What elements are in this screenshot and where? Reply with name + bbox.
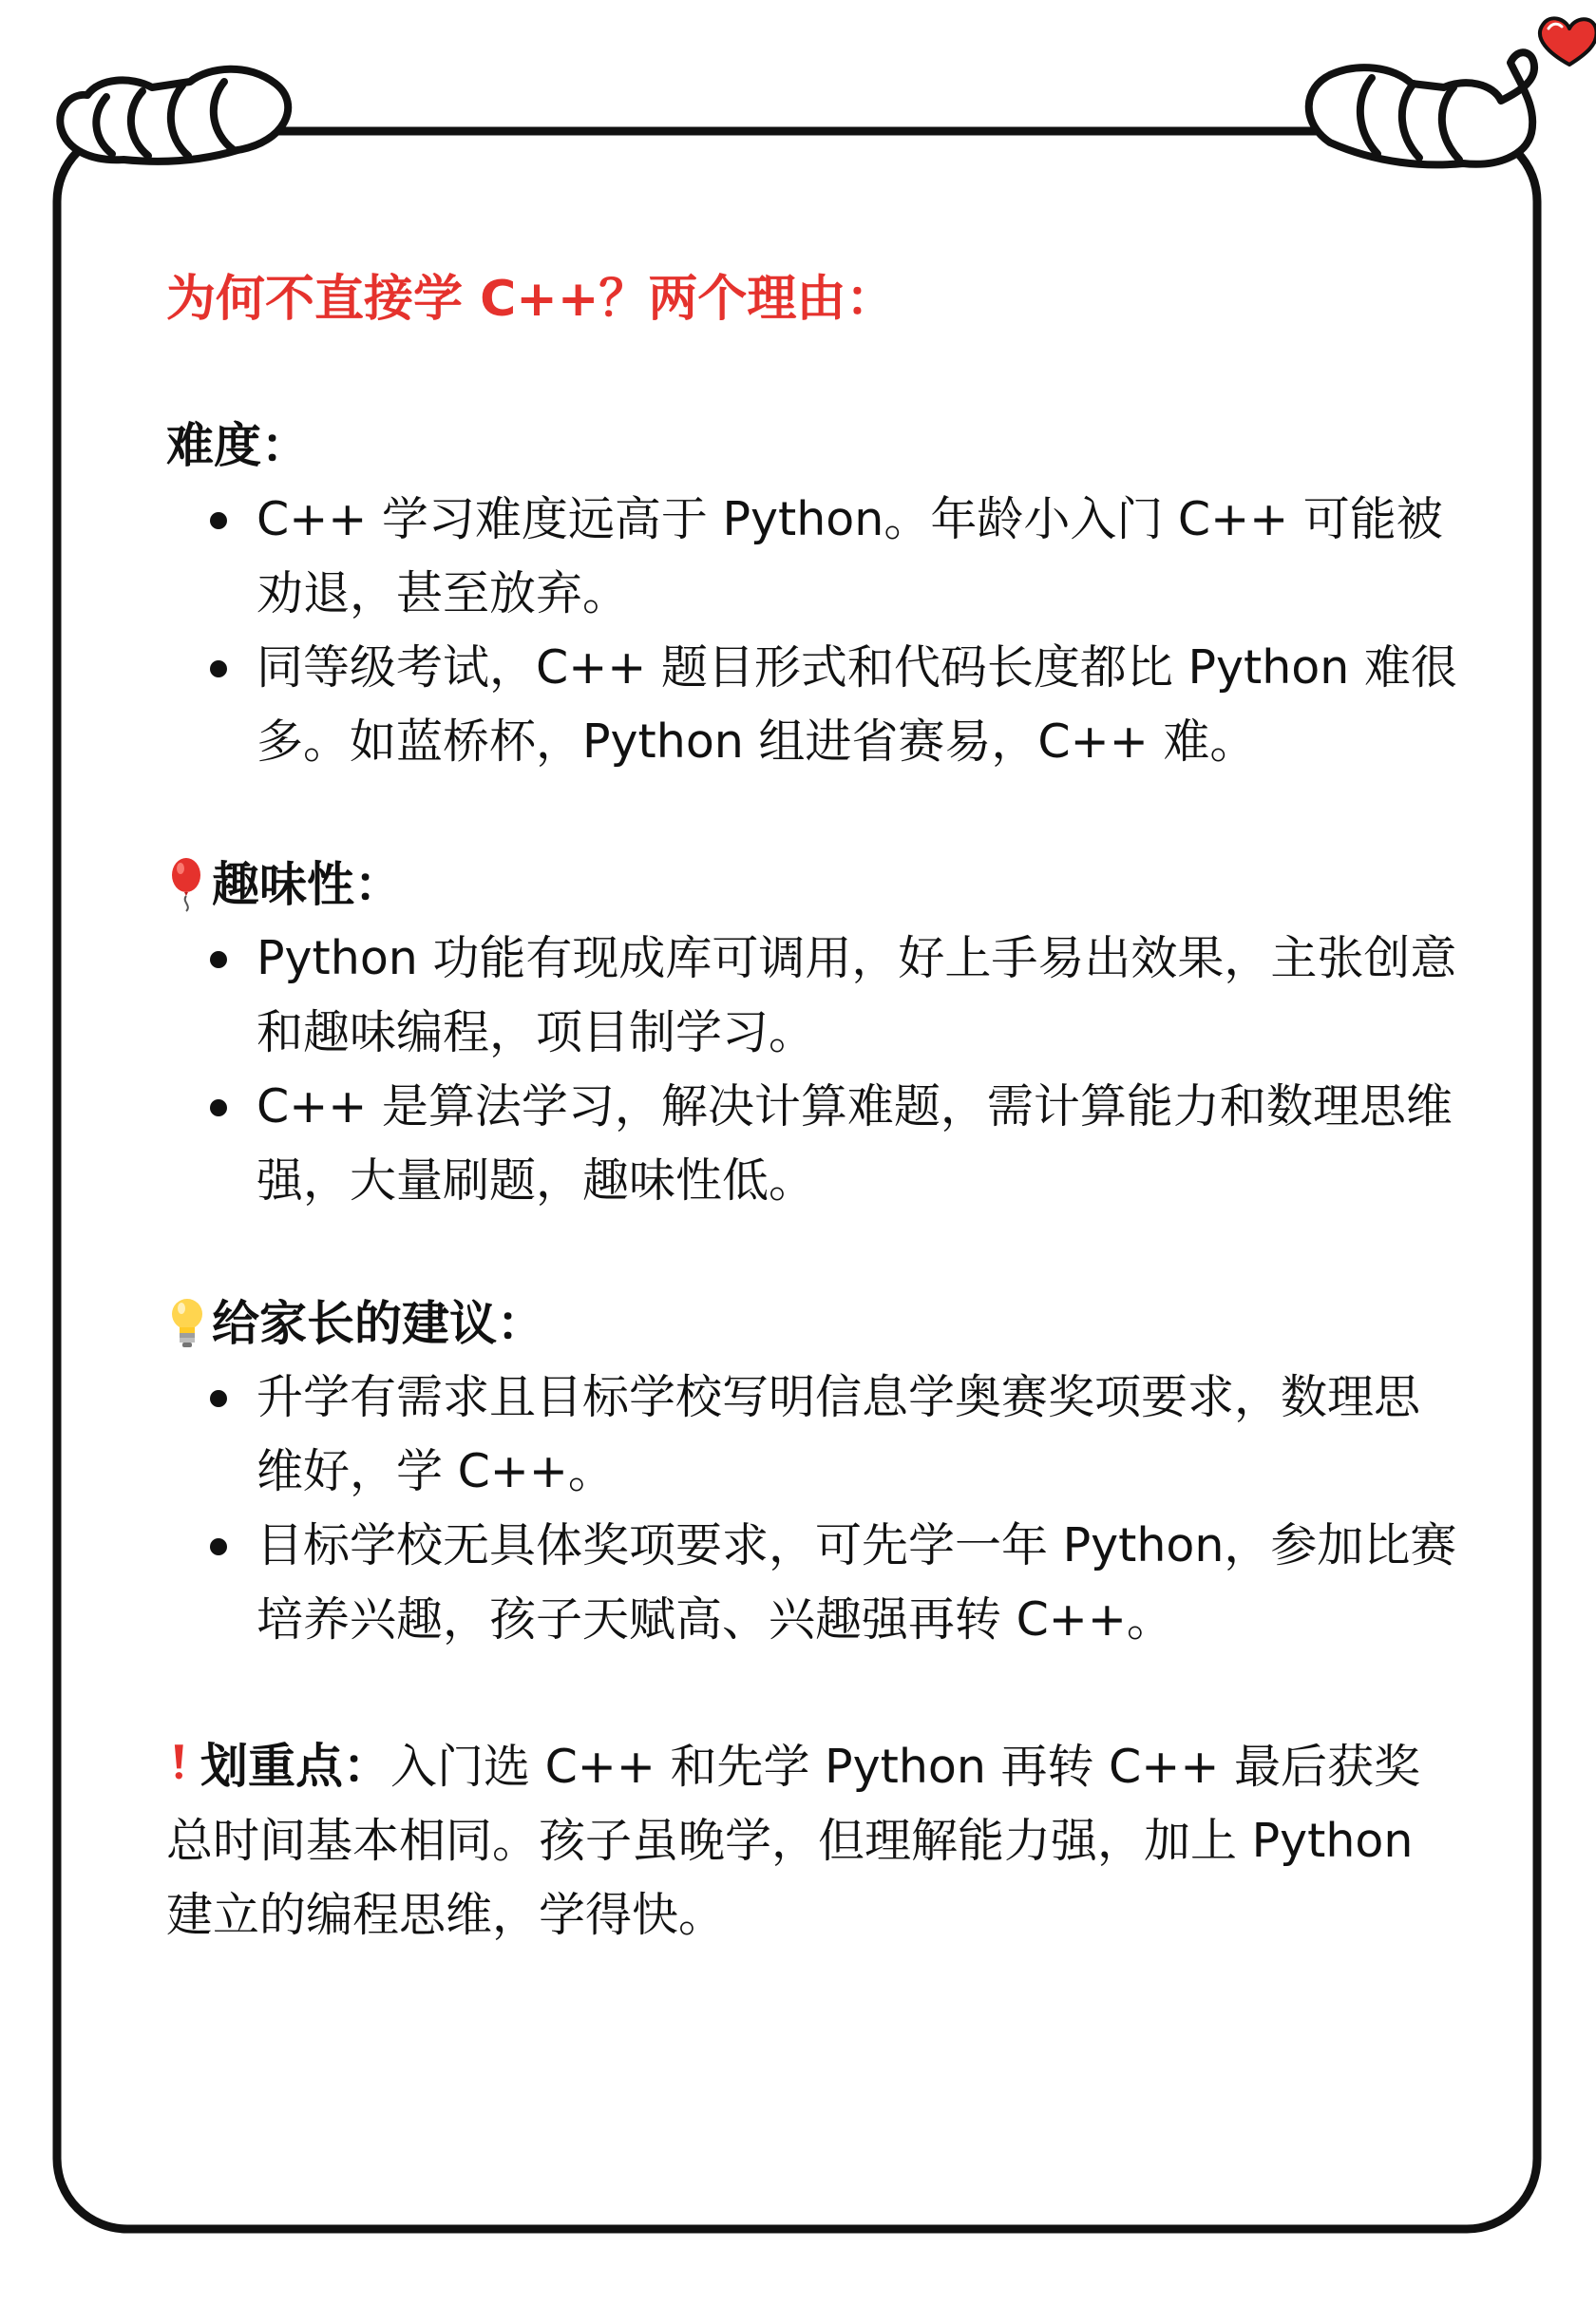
bullet-list xyxy=(166,922,1458,1218)
section-heading-label: 趣味性： xyxy=(212,857,402,912)
list-item-text: Python 功能有现成库可调用，好上手易出效果，主张创意和趣味编程，项目制学习。 xyxy=(256,931,1457,1059)
bullet-dot-icon xyxy=(210,951,227,968)
key-point-note xyxy=(166,1729,1458,1953)
balloon-icon xyxy=(166,856,210,913)
list-item-text: 同等级考试，C++ 题目形式和代码长度都比 Python 难很多。如蓝桥杯，Python 组进省赛易，C++ 难。 xyxy=(256,640,1457,769)
left-hand-icon xyxy=(60,69,288,162)
list-item xyxy=(166,922,1458,1070)
key-point-label: 划重点： xyxy=(200,1739,390,1794)
exclamation-icon xyxy=(166,1733,199,1790)
lightbulb-icon xyxy=(166,1295,210,1352)
section-heading-label: 难度： xyxy=(166,418,309,473)
bullet-dot-icon xyxy=(210,1099,227,1116)
list-item-text: 升学有需求且目标学校写明信息学奥赛奖项要求，数理思维好，学 C++。 xyxy=(256,1370,1421,1498)
list-item xyxy=(166,1509,1458,1657)
heart-icon xyxy=(1540,18,1596,65)
bullet-dot-icon xyxy=(210,512,227,529)
right-hand-icon xyxy=(1309,52,1534,164)
section-heading xyxy=(166,412,1458,479)
section-heading xyxy=(166,1290,1458,1357)
list-item-text: C++ 学习难度远高于 Python。年龄小入门 C++ 可能被劝退，甚至放弃。 xyxy=(256,492,1443,620)
section-heading-label: 给家长的建议： xyxy=(212,1296,544,1351)
list-item xyxy=(166,1361,1458,1509)
list-item xyxy=(166,1070,1458,1218)
section-heading xyxy=(166,851,1458,918)
page-title: 为何不直接学 C++？两个理由： xyxy=(166,271,896,328)
list-item xyxy=(166,631,1458,779)
bullet-list xyxy=(166,1361,1458,1657)
list-item-text: C++ 是算法学习，解决计算难题，需计算能力和数理思维强，大量刷题，趣味性低。 xyxy=(256,1079,1453,1208)
bullet-dot-icon xyxy=(210,660,227,677)
section-difficulty xyxy=(166,412,1458,779)
section-fun xyxy=(166,851,1458,1218)
section-advice xyxy=(166,1290,1458,1657)
bullet-dot-icon xyxy=(210,1390,227,1407)
list-item-text: 目标学校无具体奖项要求，可先学一年 Python，参加比赛培养兴趣，孩子天赋高、兴趣强再转 C++。 xyxy=(256,1518,1457,1647)
bullet-dot-icon xyxy=(210,1538,227,1555)
list-item xyxy=(166,483,1458,631)
bullet-list xyxy=(166,483,1458,779)
key-point-text: 入门选 C++ 和先学 Python 再转 C++ 最后获奖总时间基本相同。孩子虽晚学，但理解能力强，加上 Python 建立的编程思维，学得快。 xyxy=(166,1740,1420,1942)
article-content xyxy=(166,266,1458,1953)
